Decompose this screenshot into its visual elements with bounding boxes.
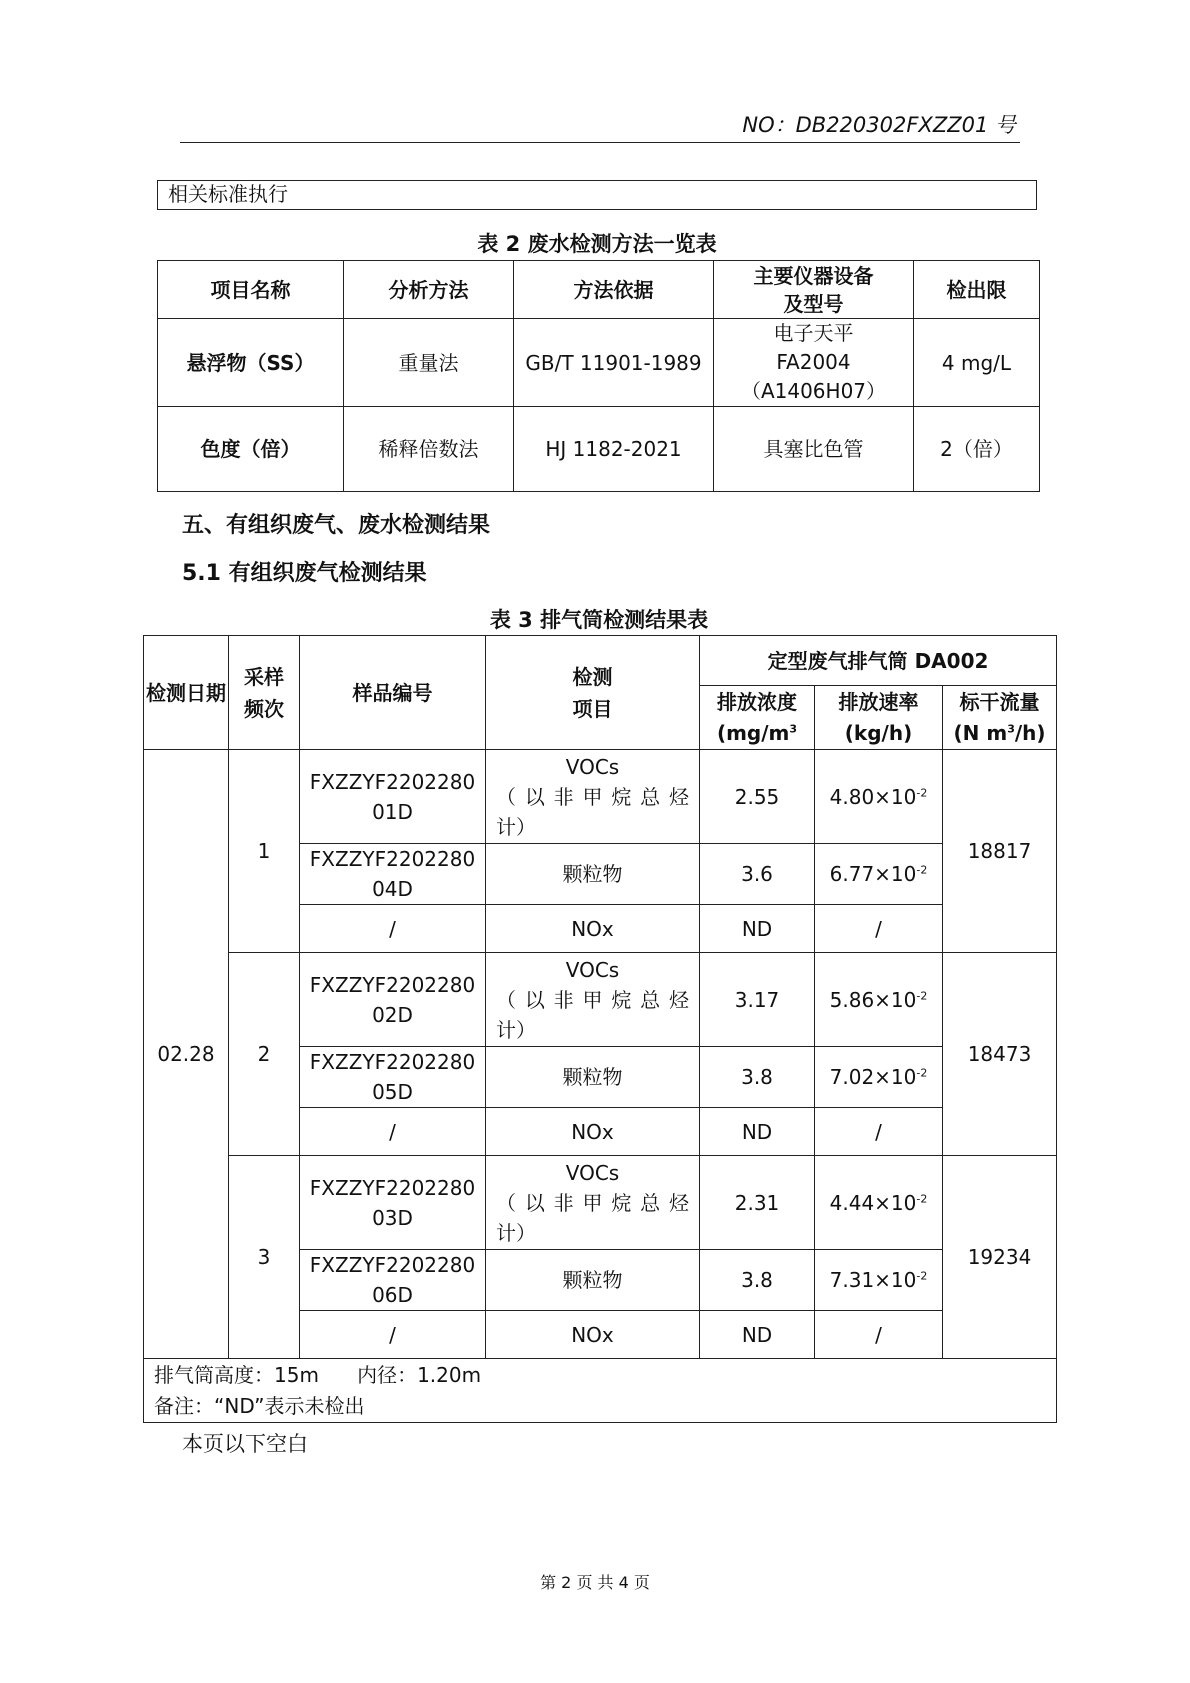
- t2-limit: 4 mg/L: [914, 319, 1040, 407]
- t3-rate: /: [815, 1108, 943, 1156]
- t3-header-rate: [815, 686, 943, 750]
- t3-header-flow-unit: (N $m^3/h$): [953, 720, 1046, 745]
- t3-concentration: 2.31: [700, 1156, 815, 1250]
- t2-equipment: [714, 319, 914, 407]
- t2-equipment-line: （A1406H07）: [740, 379, 887, 403]
- t3-item-particulate: 颗粒物: [486, 1047, 700, 1108]
- t3-concentration: 3.6: [700, 844, 815, 905]
- table2-caption: 表 2 废水检测方法一览表: [477, 232, 717, 256]
- table-row: [158, 319, 1040, 407]
- t3-header-date: 检测日期: [144, 636, 229, 750]
- t3-concentration: 3.17: [700, 953, 815, 1047]
- t3-rate: /: [815, 905, 943, 953]
- t3-sample-id: FXZZYF2202280 04D: [300, 844, 486, 905]
- t3-item-particulate: 颗粒物: [486, 1250, 700, 1311]
- t3-stack-dimensions: 排气筒高度：15m 内径：1.20m: [154, 1362, 482, 1387]
- t3-concentration: ND: [700, 1108, 815, 1156]
- table2-wastewater-methods: [157, 260, 1040, 492]
- t3-header-sample-id: 样品编号: [300, 636, 486, 750]
- t3-concentration: 2.55: [700, 750, 815, 844]
- t3-sample-id: /: [300, 905, 486, 953]
- t3-flow: 18817: [943, 750, 1057, 953]
- t3-concentration: ND: [700, 1311, 815, 1359]
- t3-rate: $6.77\times 10^{-2}$: [815, 844, 943, 905]
- section-heading-5-1: 5.1 有组织废气检测结果: [182, 561, 427, 586]
- t2-limit: 2（倍）: [914, 407, 1040, 492]
- t3-item-vocs: VOCs （以非甲烷总烃 计）: [486, 953, 700, 1047]
- table-row: [158, 407, 1040, 492]
- t3-sample-id: /: [300, 1108, 486, 1156]
- t2-header-method: 分析方法: [344, 261, 514, 319]
- t3-header-test-item: 检测项目: [486, 636, 700, 750]
- t3-rate: $5.86\times 10^{-2}$: [815, 953, 943, 1047]
- section-heading-5: 五、有组织废气、废水检测结果: [182, 513, 491, 538]
- t3-sample-id: FXZZYF2202280 06D: [300, 1250, 486, 1311]
- table3-exhaust-results: [143, 635, 1057, 1423]
- t3-header-flow: [943, 686, 1057, 750]
- t3-remark: 备注：“ND”表示未检出: [154, 1393, 365, 1418]
- table-row: [144, 953, 1057, 1047]
- t3-item-nox: NOx: [486, 1311, 700, 1359]
- t3-header-concentration: [700, 686, 815, 750]
- t3-header-concentration-unit: ($mg/m^3$: [716, 720, 798, 745]
- t3-sample-id: FXZZYF2202280 02D: [300, 953, 486, 1047]
- t3-item-vocs: VOCs （以非甲烷总烃 计）: [486, 1156, 700, 1250]
- t3-rate: $7.02\times 10^{-2}$: [815, 1047, 943, 1108]
- t2-header-basis: 方法依据: [514, 261, 714, 319]
- t3-item-particulate: 颗粒物: [486, 844, 700, 905]
- blank-page-note: 本页以下空白: [182, 1432, 308, 1456]
- t2-equipment: 具塞比色管: [714, 407, 914, 492]
- t3-flow: 19234: [943, 1156, 1057, 1359]
- t3-sample-id: FXZZYF2202280 03D: [300, 1156, 486, 1250]
- t2-item: 色度（倍）: [158, 407, 344, 492]
- t2-header-item: 项目名称: [158, 261, 344, 319]
- page-footer: 第 2 页 共 4 页: [540, 1573, 650, 1592]
- t2-equipment-line: FA2004: [776, 350, 851, 374]
- t3-header-concentration-label: 排放浓度: [717, 689, 797, 714]
- document-number-header: [180, 112, 1020, 143]
- document-number: NO：DB220302FXZZ01 号: [742, 113, 1016, 137]
- t2-method: 重量法: [344, 319, 514, 407]
- t3-frequency: 1: [229, 750, 300, 953]
- previous-table-row: 相关标准执行: [157, 180, 1037, 210]
- t3-frequency: 2: [229, 953, 300, 1156]
- t3-notes: [144, 1359, 1057, 1423]
- t3-frequency: 3: [229, 1156, 300, 1359]
- t3-header-flow-label: 标干流量: [959, 689, 1040, 714]
- t2-basis: HJ 1182-2021: [514, 407, 714, 492]
- t2-header-equipment: 主要仪器设备及型号: [714, 261, 914, 319]
- t3-header-stack: 定型废气排气筒 DA002: [700, 636, 1057, 686]
- t3-header-frequency: 采样频次: [229, 636, 300, 750]
- t3-concentration: 3.8: [700, 1250, 815, 1311]
- t2-basis: GB/T 11901-1989: [514, 319, 714, 407]
- t3-concentration: ND: [700, 905, 815, 953]
- t3-item-vocs: VOCs （以非甲烷总烃 计）: [486, 750, 700, 844]
- t3-header-rate-label: 排放速率: [838, 689, 919, 714]
- t2-header-limit: 检出限: [914, 261, 1040, 319]
- t3-sample-id: FXZZYF2202280 01D: [300, 750, 486, 844]
- t3-sample-id: /: [300, 1311, 486, 1359]
- t3-rate: $7.31\times 10^{-2}$: [815, 1250, 943, 1311]
- t2-item: 悬浮物（SS）: [158, 319, 344, 407]
- t3-rate: /: [815, 1311, 943, 1359]
- t3-item-nox: NOx: [486, 905, 700, 953]
- t3-rate: $4.80\times 10^{-2}$: [815, 750, 943, 844]
- t3-item-nox: NOx: [486, 1108, 700, 1156]
- table-row: [144, 1156, 1057, 1250]
- t3-sample-id: FXZZYF2202280 05D: [300, 1047, 486, 1108]
- t2-method: 稀释倍数法: [344, 407, 514, 492]
- t3-flow: 18473: [943, 953, 1057, 1156]
- table3-caption: 表 3 排气筒检测结果表: [489, 608, 709, 632]
- t2-equipment-line: 电子天平: [773, 321, 854, 345]
- t3-concentration: 3.8: [700, 1047, 815, 1108]
- t3-date: 02.28: [144, 750, 229, 1359]
- t3-header-rate-unit: (kg/h): [844, 720, 913, 745]
- table-row: [144, 750, 1057, 844]
- t3-rate: $4.44\times 10^{-2}$: [815, 1156, 943, 1250]
